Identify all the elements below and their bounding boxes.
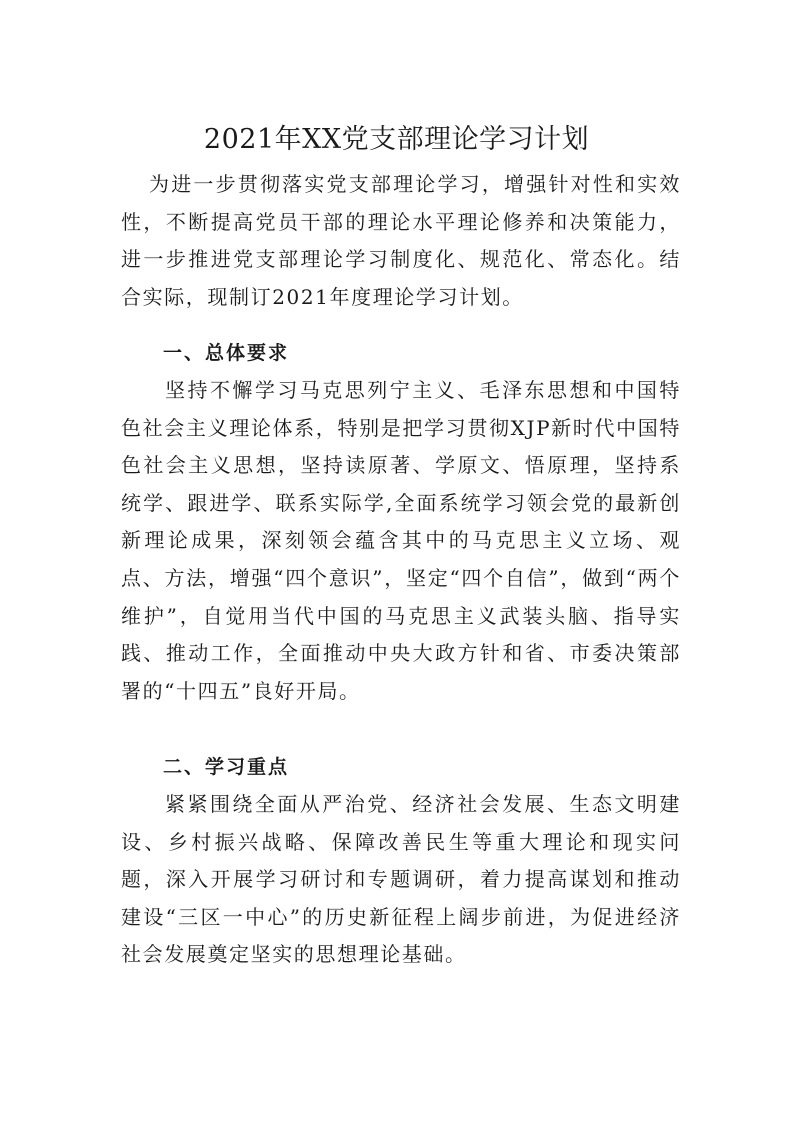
- intro-paragraph: 为进一步贯彻落实党支部理论学习，增强针对性和实效性，不断提高党员干部的理论水平理论修养和决策能力，进一步推进党支部理论学习制度化、规范化、常态化。结合实际，现制订2021年度理论学习计划。: [121, 172, 681, 309]
- document-title: 2021年XX党支部理论学习计划: [203, 124, 590, 155]
- section-paragraph-general-requirements: 坚持不懈学习马克思列宁主义、毛泽东思想和中国特色社会主义理论体系，特别是把学习贯彻XJP新时代中国特色社会主义思想，坚持读原著、学原文、悟原理，坚持系统学、跟进学、联系实际学,全面系统学习领会党的最新创新理论成果，深刻领会蕴含其中的马克思主义立场、观点、方法，增强“四个意识”，坚定“四个自信”，做到“两个维护”，自觉用当代中国的马克思主义武装头脑、指导实践、推动工作，全面推动中央大政方针和省、市委决策部署的“十四五”良好开局。: [121, 378, 681, 703]
- section-heading-study-focus: 二、学习重点: [163, 756, 290, 778]
- section-heading-general-requirements: 一、总体要求: [163, 342, 290, 364]
- section-paragraph-study-focus: 紧紧围绕全面从严治党、经济社会发展、生态文明建设、乡村振兴战略、保障改善民生等重大理论和现实问题，深入开展学习研讨和专题调研，着力提高谋划和推动建设“三区一中心”的历史新征程上阔步前进，为促进经济社会发展奠定坚实的思想理论基础。: [121, 792, 681, 967]
